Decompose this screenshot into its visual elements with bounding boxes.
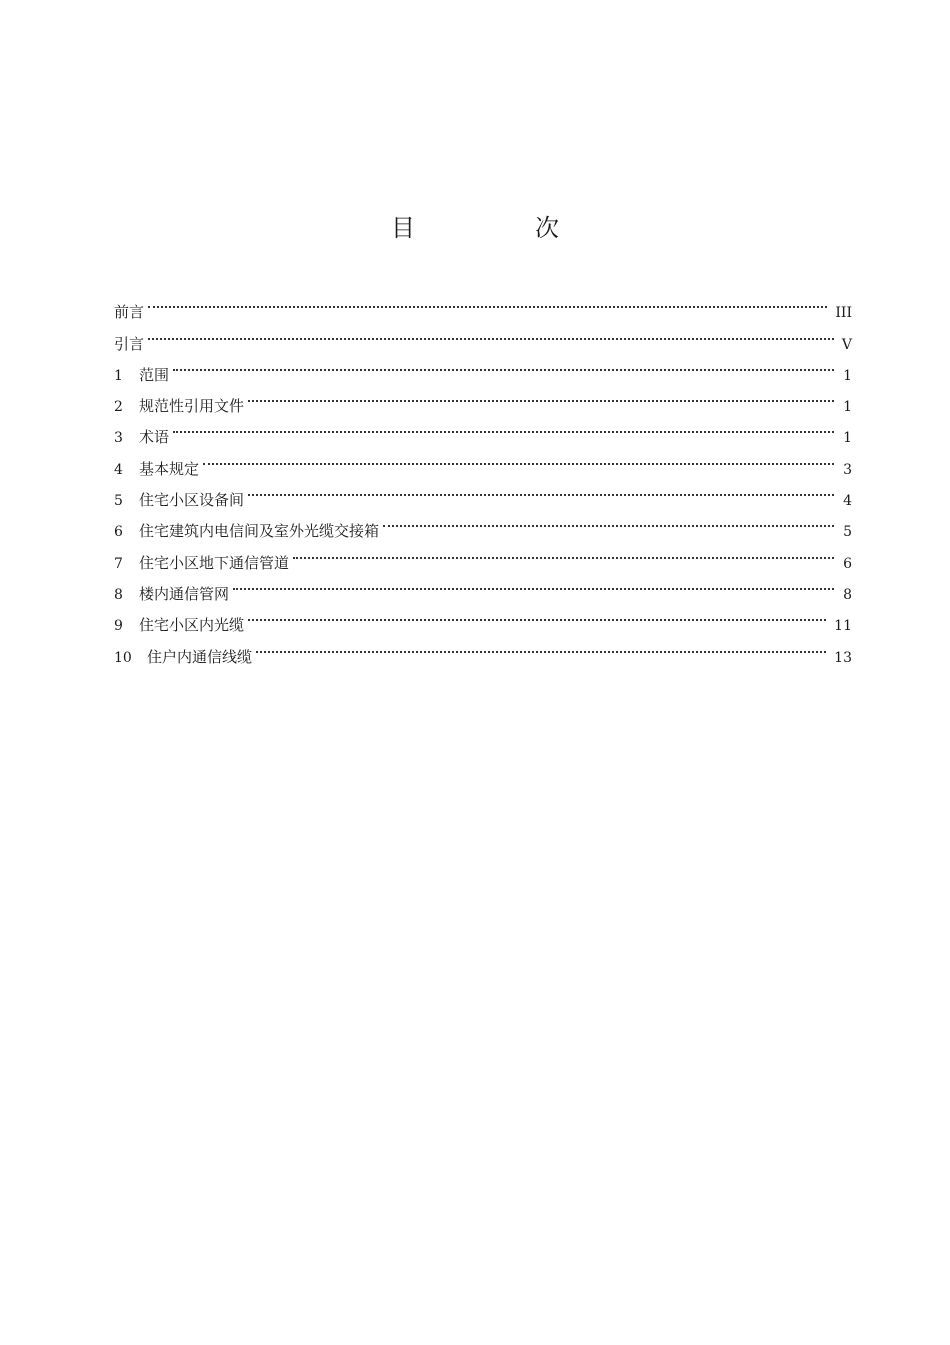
toc-entry-page: 6 bbox=[843, 555, 852, 572]
toc-entry-page: 11 bbox=[834, 618, 852, 635]
toc-entry-page: 13 bbox=[834, 649, 852, 666]
toc-entry-page: 8 bbox=[843, 586, 852, 603]
toc-entry-number: 4 bbox=[114, 461, 123, 478]
toc-entry-page: 5 bbox=[843, 524, 852, 541]
toc-entry[interactable] bbox=[114, 442, 852, 478]
toc-dot-leader bbox=[248, 380, 834, 411]
toc-dot-leader bbox=[173, 411, 834, 442]
toc-entry-page: 1 bbox=[843, 367, 852, 384]
toc-entry-label: 住宅建筑内电信间及室外光缆交接箱 bbox=[139, 522, 380, 541]
toc-entry-label: 术语 bbox=[139, 428, 170, 447]
toc-entry-page: 4 bbox=[843, 493, 852, 510]
toc-entry-page: V bbox=[841, 336, 852, 353]
toc-dot-leader bbox=[248, 474, 834, 505]
toc-entry[interactable] bbox=[114, 317, 852, 353]
toc-entry-page: III bbox=[835, 305, 852, 322]
toc-entry-label: 引言 bbox=[114, 334, 145, 353]
toc-entry[interactable] bbox=[114, 380, 852, 416]
toc-title: 目 次 bbox=[391, 214, 607, 242]
toc-dot-leader bbox=[248, 599, 826, 630]
toc-entry[interactable] bbox=[114, 349, 852, 384]
toc-entry[interactable] bbox=[114, 474, 852, 510]
toc-dot-leader bbox=[383, 505, 834, 536]
toc-entry-label: 楼内通信管网 bbox=[139, 584, 230, 603]
toc-dot-leader bbox=[203, 442, 834, 473]
toc-dot-leader bbox=[256, 630, 826, 661]
toc-entry-label: 基本规定 bbox=[139, 459, 200, 478]
toc-entry-label: 住户内通信线缆 bbox=[147, 647, 253, 666]
toc-entry-page: 1 bbox=[843, 430, 852, 447]
toc-entry-label: 住宅小区地下通信管道 bbox=[139, 553, 290, 572]
toc-dot-leader bbox=[233, 568, 834, 599]
toc-entry-label: 住宅小区内光缆 bbox=[139, 616, 245, 635]
toc-entry-number: 5 bbox=[114, 493, 123, 510]
toc-entry-number: 10 bbox=[114, 649, 132, 666]
toc-list bbox=[114, 286, 852, 666]
toc-entry-number: 7 bbox=[114, 555, 123, 572]
toc-entry[interactable] bbox=[114, 411, 852, 447]
toc-entry-page: 3 bbox=[843, 461, 852, 478]
toc-entry-number: 8 bbox=[114, 586, 123, 603]
toc-dot-leader bbox=[293, 536, 834, 567]
toc-entry-number: 1 bbox=[114, 367, 123, 384]
toc-entry[interactable] bbox=[114, 286, 852, 322]
toc-entry-label: 住宅小区设备间 bbox=[139, 491, 245, 510]
toc-dot-leader bbox=[173, 349, 834, 380]
toc-entry-label: 前言 bbox=[114, 303, 145, 322]
toc-entry-page: 1 bbox=[843, 399, 852, 416]
toc-entry-label: 范围 bbox=[139, 365, 170, 384]
toc-entry-number: 3 bbox=[114, 430, 123, 447]
toc-entry-number: 6 bbox=[114, 524, 123, 541]
toc-entry-number: 2 bbox=[114, 399, 123, 416]
toc-entry-label: 规范性引用文件 bbox=[139, 397, 245, 416]
toc-dot-leader bbox=[148, 286, 827, 317]
toc-dot-leader bbox=[148, 317, 834, 348]
toc-entry-number: 9 bbox=[114, 618, 123, 635]
